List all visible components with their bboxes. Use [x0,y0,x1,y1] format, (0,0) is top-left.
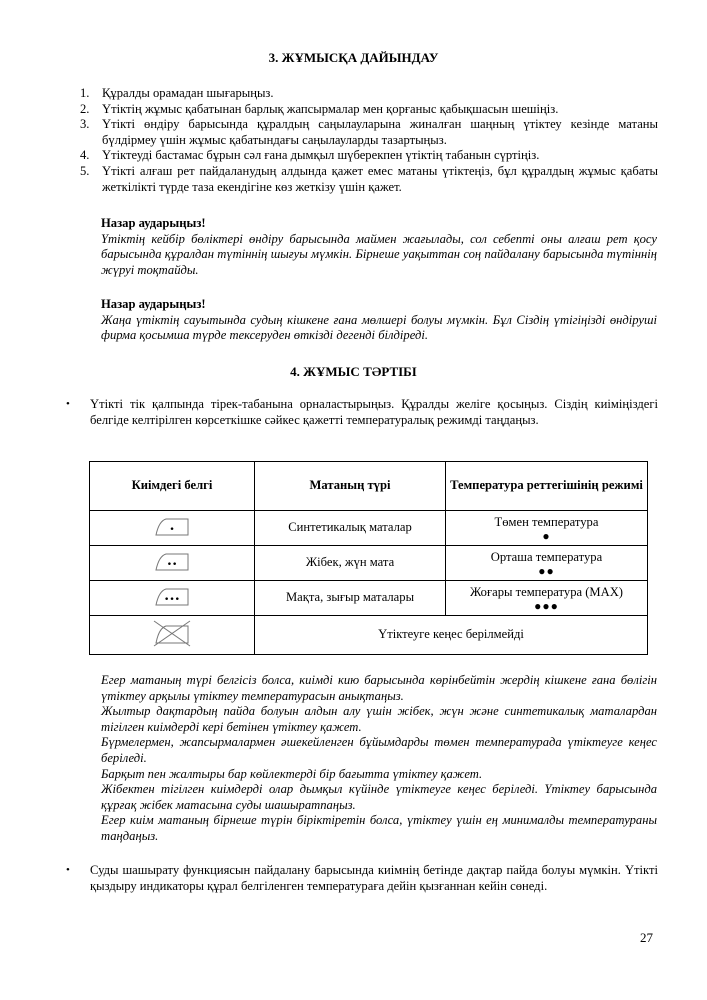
temperature-dots: ● [542,528,551,543]
iron-crossed-icon [150,618,194,648]
table-cell [90,581,255,616]
table-cell [90,616,255,655]
list-item: 2. Үтіктің жұмыс қабатынан барлық жапсырмалар мен қорғаныс қабықшасын шешіңіз. [80,101,559,116]
svg-text:•: • [169,524,175,535]
list-item: 5. Үтікті алғаш рет пайдаланудың алдында қажет емес матаны үтіктеңіз, бұл құралдың жұмыс қабаты жеткілікті түрде таза екендігіне көз жеткізу үшін қажет. [80,163,658,194]
page-number: 27 [640,930,653,945]
temperature-dots: ●● [538,563,555,578]
iron-two-dots-icon [152,548,192,574]
table-header-cell: Температура реттегішінің режимі [446,462,648,511]
notice-block-1 [101,216,657,278]
bullet-paragraph-1: • Үтікті тік қалпында тірек-табанына орналастырыңыз. Құралды желіге қосыңыз. Сіздің киіміңіздегі белгіде келтірілген көрсеткішке сәйкес қажетті температуралық режимді таңдаңыз. [66,397,658,427]
table-cell: Үтіктеуге кеңес берілмейді [255,616,648,655]
bullet-icon: • [66,864,70,876]
table-cell: Мақта, зығыр маталары [255,581,446,616]
note-paragraph: Егер матаның түрі белгісіз болса, киімді кию барысында көрінбейтін жердің кішкене ғана бөлігін үтіктеу арқылы үтіктеу температурасын анықтаңыз. [101,673,657,703]
ironing-notes [101,673,657,845]
table-cell: Жібек, жүн мата [255,546,446,581]
list-item: 4. Үтіктеуді бастамас бұрын сәл ғана дымқыл шүберекпен үтіктің табанын сүртіңіз. [80,148,540,163]
note-paragraph: Егер киім матаның бірнеше түрін біріктіретін болса, үтіктеу үшін ең минималды температураны таңдаңыз. [101,813,657,843]
table-cell [90,546,255,581]
notice-title: Назар аударыңыз! [101,297,206,311]
note-paragraph: Жылтыр дақтардың пайда болуын алдын алу үшін жібек, жүн және синтетикалық маталардан тігілген киімдерді кері бетінен үтіктеу қажет. [101,704,657,734]
table-cell: Орташа температура ●● [446,546,648,581]
table-cell: Синтетикалық маталар [255,511,446,546]
table-cell [90,511,255,546]
notice-text: Жаңа үтіктің сауытында судың кішкене ғана мөлшері болуы мүмкін. Бұл Сіздің үтігіңізді өндіруші фирма қосымша түрде тексеруден өткізді дегенді білдіреді. [101,312,657,343]
notice-block-2 [101,297,657,344]
note-paragraph: Бүрмелермен, жапсырмалармен әшекейленген бұйымдарды төмен температурада үтіктеуге кеңес беріледі. [101,735,657,765]
table-row [90,546,648,581]
temperature-table [89,461,648,655]
list-item: 1. Құралды орамадан шығарыңыз. [80,86,274,100]
preparation-steps-list [74,86,658,195]
list-item: 3. Үтікті өндіру барысында құралдың саңылауларына жиналған шаңның үтіктеу кезінде матаны бүлдірмеу үшін жұмыс қабатындағы саңылауларды тазартыңыз. [80,117,658,147]
table-row [90,511,648,546]
table-row [90,616,648,655]
temperature-dots: ●●● [534,598,559,613]
table-cell: Жоғары температура (MAX) ●●● [446,581,648,616]
notice-title: Назар аударыңыз! [101,216,206,230]
table-header-cell: Киімдегі белгі [90,462,255,511]
table-header-row [90,462,648,511]
bullet-icon: • [66,398,70,410]
table-row [90,581,648,616]
note-paragraph: Жібектен тігілген киімдерді олар дымқыл күйінде үтіктеуге кеңес беріледі. Үтіктеу барысында құрғақ жібек матасына суды шашыратпаңыз. [101,782,657,812]
section-4-title: 4. ЖҰМЫС ТӘРТІБІ [290,364,417,379]
table-header-cell: Матаның түрі [255,462,446,511]
bullet-paragraph-2: • Суды шашырату функциясын пайдалану барысында киімнің бетінде дақтар пайда болуы мүмкін. Үтікті қыздыру индикаторы құрал белгіленген температураға дейін қызғаннан кейін сөнеді. [66,863,658,893]
note-paragraph: Барқыт пен жалтыры бар көйлектерді бір бағытта үтіктеу қажет. [101,766,483,781]
svg-text:•••: ••• [164,594,180,605]
svg-text:••: •• [166,559,178,570]
section-3-title: 3. ЖҰМЫСҚА ДАЙЫНДАУ [268,50,439,65]
iron-one-dot-icon [152,513,192,539]
notice-text: Үтіктің кейбір бөліктері өндіру барысында маймен жағылады, сол себепті оны алғаш рет қосу барысында құралдан түтіннің шығуы мүмкін. Бірнеше уақыттан соң пайдалану барысында түтіннің жүруі тоқтайды. [101,231,657,277]
table-cell: Төмен температура ● [446,511,648,546]
iron-three-dots-icon [152,583,192,609]
